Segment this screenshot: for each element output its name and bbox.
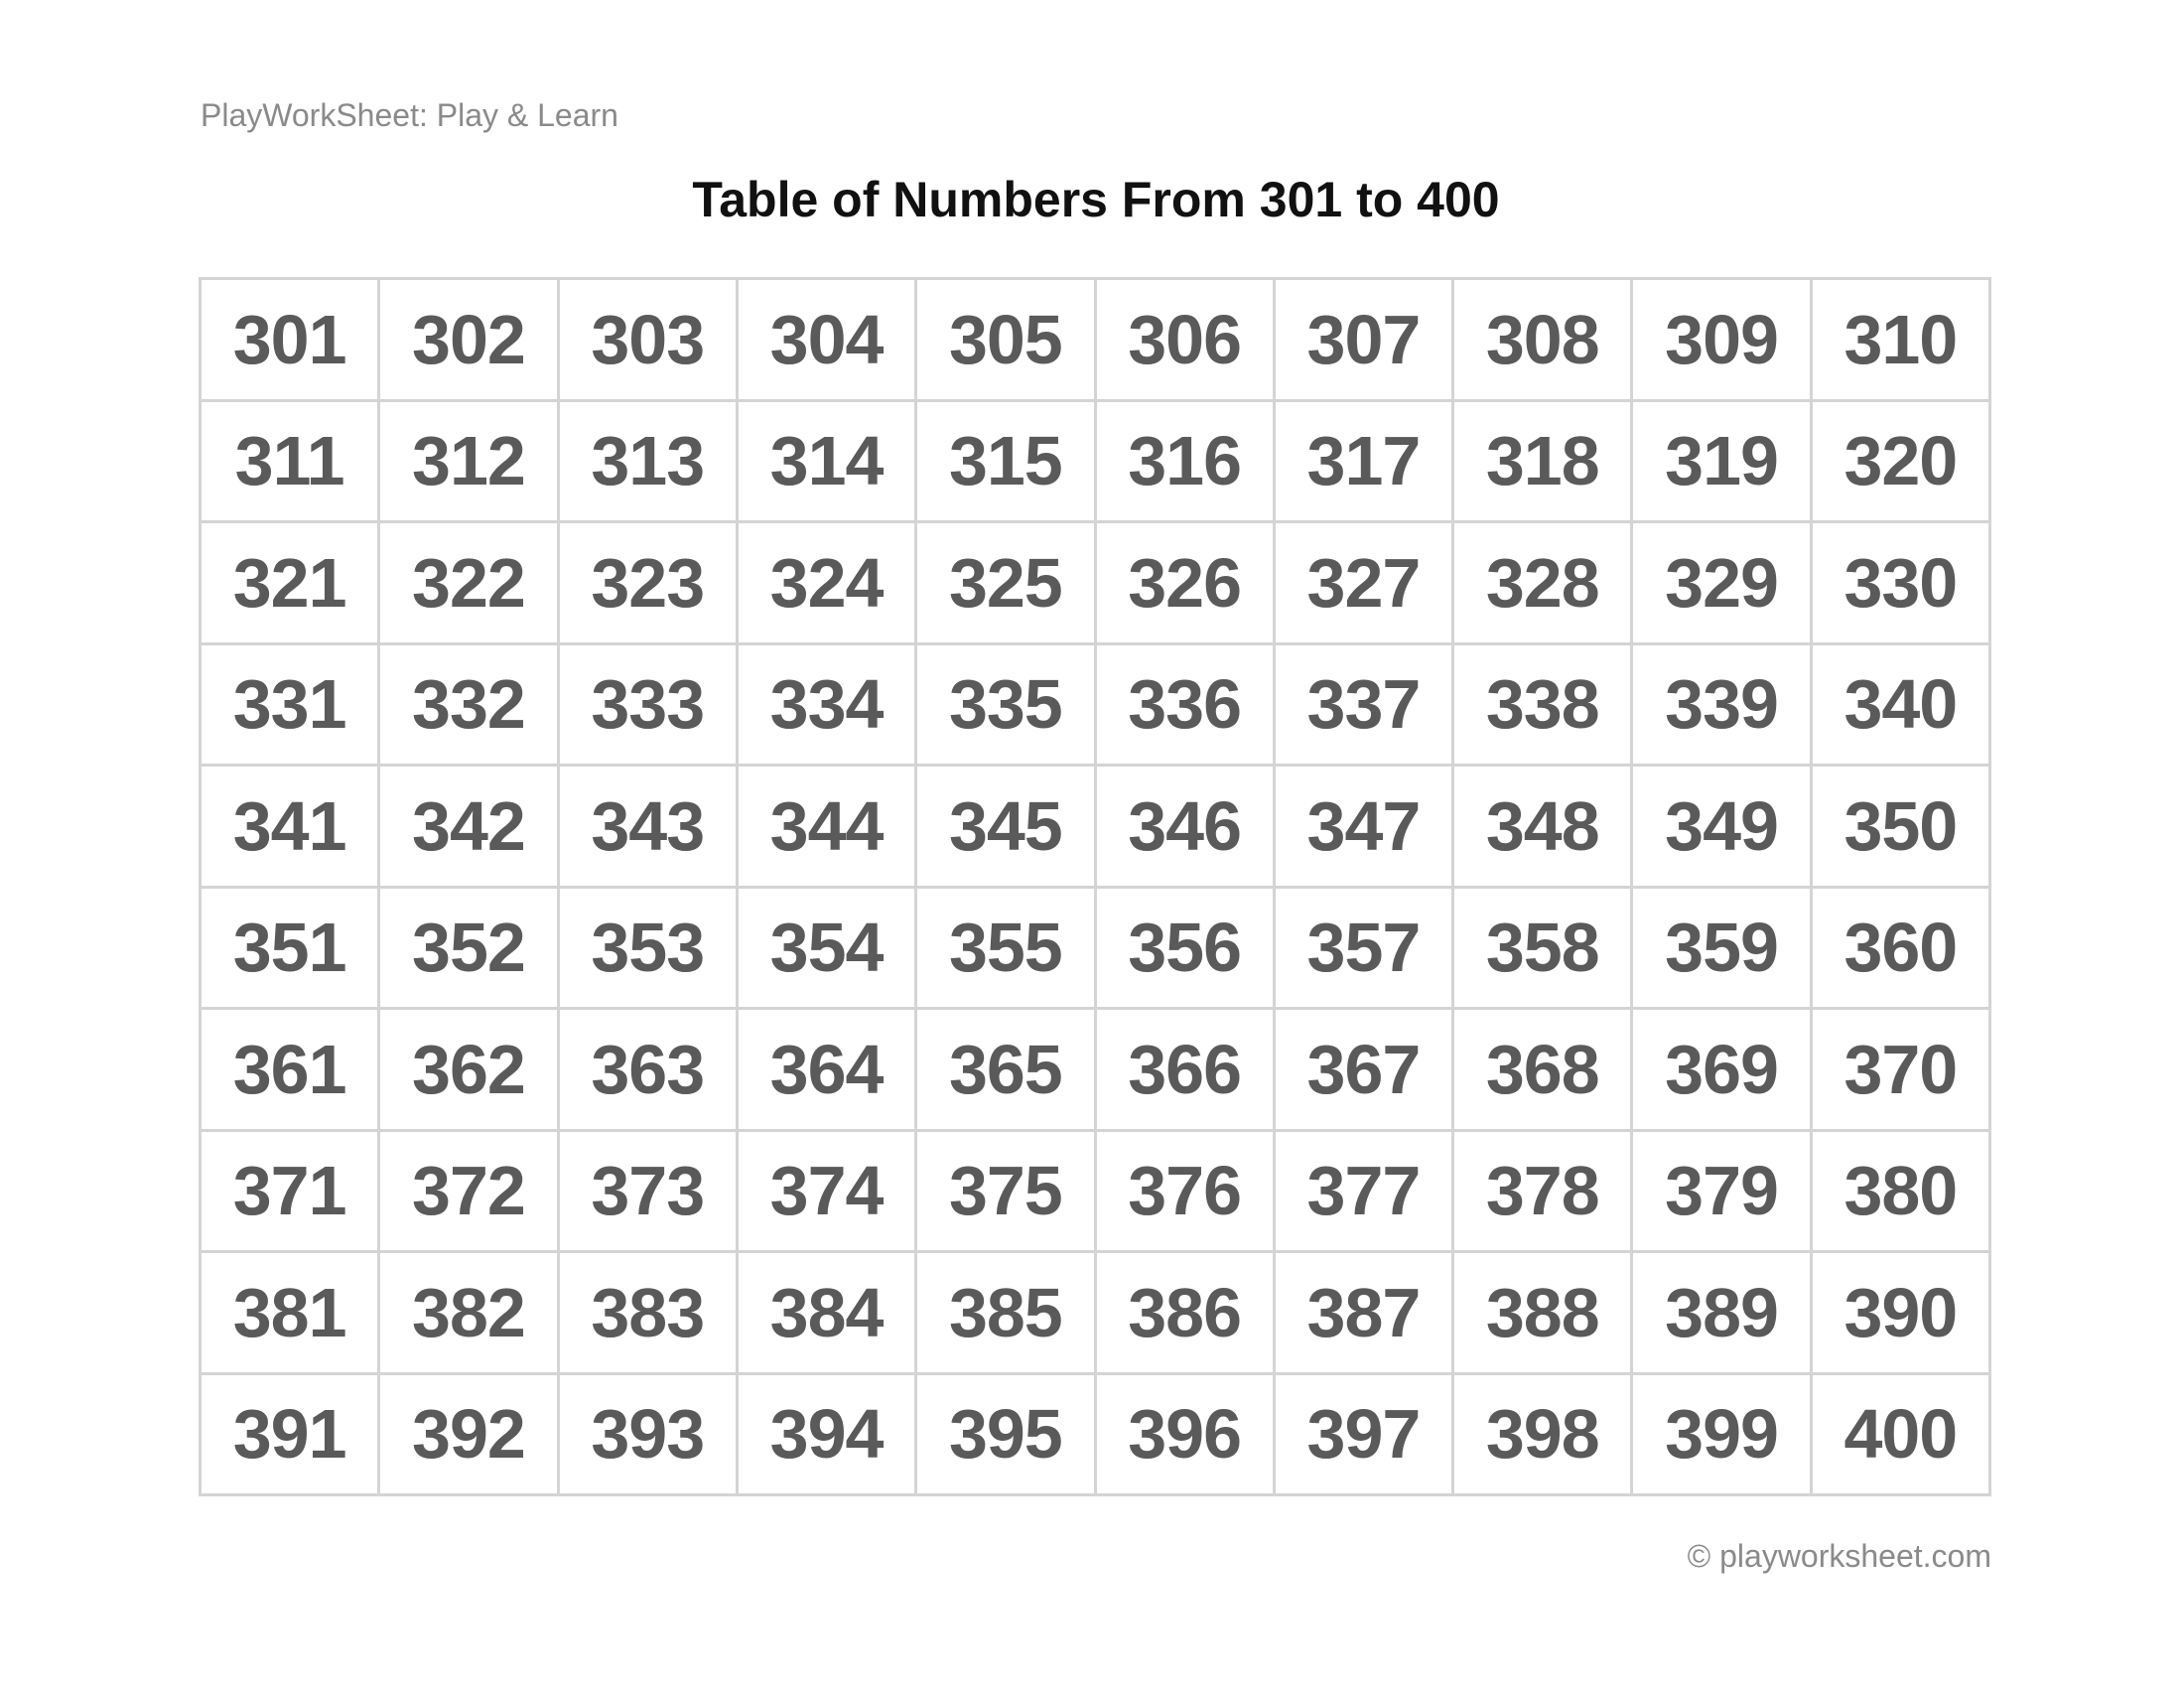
table-cell: 329 (1633, 523, 1812, 645)
table-cell: 335 (917, 645, 1096, 768)
table-cell: 301 (202, 280, 380, 402)
table-cell: 320 (1813, 402, 1991, 524)
table-cell: 395 (917, 1375, 1096, 1497)
copyright-label: © playworksheet.com (1687, 1538, 1991, 1574)
table-cell: 317 (1276, 402, 1454, 524)
table-cell: 308 (1454, 280, 1633, 402)
table-cell: 353 (560, 889, 739, 1011)
table-cell: 307 (1276, 280, 1454, 402)
table-cell: 350 (1813, 767, 1991, 889)
brand-label: PlayWorkSheet: Play & Learn (201, 97, 618, 133)
table-cell: 319 (1633, 402, 1812, 524)
table-cell: 396 (1097, 1375, 1276, 1497)
number-table (199, 277, 1991, 1496)
table-cell: 379 (1633, 1132, 1812, 1254)
table-cell: 384 (739, 1253, 917, 1375)
table-cell: 392 (380, 1375, 559, 1497)
table-cell: 339 (1633, 645, 1812, 768)
table-cell: 327 (1276, 523, 1454, 645)
table-cell: 355 (917, 889, 1096, 1011)
table-cell: 368 (1454, 1010, 1633, 1132)
table-cell: 326 (1097, 523, 1276, 645)
table-cell: 356 (1097, 889, 1276, 1011)
table-cell: 323 (560, 523, 739, 645)
table-cell: 334 (739, 645, 917, 768)
table-cell: 381 (202, 1253, 380, 1375)
table-cell: 318 (1454, 402, 1633, 524)
table-cell: 400 (1813, 1375, 1991, 1497)
table-cell: 383 (560, 1253, 739, 1375)
table-cell: 348 (1454, 767, 1633, 889)
table-cell: 325 (917, 523, 1096, 645)
table-cell: 371 (202, 1132, 380, 1254)
table-cell: 349 (1633, 767, 1812, 889)
table-cell: 361 (202, 1010, 380, 1132)
table-cell: 364 (739, 1010, 917, 1132)
table-cell: 366 (1097, 1010, 1276, 1132)
table-cell: 344 (739, 767, 917, 889)
table-cell: 391 (202, 1375, 380, 1497)
table-cell: 370 (1813, 1010, 1991, 1132)
table-cell: 336 (1097, 645, 1276, 768)
table-cell: 387 (1276, 1253, 1454, 1375)
table-cell: 359 (1633, 889, 1812, 1011)
table-cell: 351 (202, 889, 380, 1011)
table-cell: 316 (1097, 402, 1276, 524)
table-cell: 380 (1813, 1132, 1991, 1254)
table-cell: 322 (380, 523, 559, 645)
table-cell: 328 (1454, 523, 1633, 645)
table-cell: 386 (1097, 1253, 1276, 1375)
table-cell: 315 (917, 402, 1096, 524)
table-cell: 377 (1276, 1132, 1454, 1254)
table-cell: 352 (380, 889, 559, 1011)
table-cell: 330 (1813, 523, 1991, 645)
table-cell: 363 (560, 1010, 739, 1132)
table-cell: 337 (1276, 645, 1454, 768)
table-cell: 374 (739, 1132, 917, 1254)
table-cell: 311 (202, 402, 380, 524)
page-title: Table of Numbers From 301 to 400 (692, 172, 1500, 227)
table-cell: 341 (202, 767, 380, 889)
table-cell: 313 (560, 402, 739, 524)
table-cell: 338 (1454, 645, 1633, 768)
table-cell: 321 (202, 523, 380, 645)
table-cell: 375 (917, 1132, 1096, 1254)
table-cell: 305 (917, 280, 1096, 402)
table-cell: 389 (1633, 1253, 1812, 1375)
table-cell: 393 (560, 1375, 739, 1497)
table-cell: 358 (1454, 889, 1633, 1011)
table-cell: 306 (1097, 280, 1276, 402)
table-cell: 398 (1454, 1375, 1633, 1497)
table-cell: 302 (380, 280, 559, 402)
table-cell: 378 (1454, 1132, 1633, 1254)
table-cell: 365 (917, 1010, 1096, 1132)
table-cell: 373 (560, 1132, 739, 1254)
table-cell: 333 (560, 645, 739, 768)
table-cell: 357 (1276, 889, 1454, 1011)
table-cell: 304 (739, 280, 917, 402)
table-cell: 367 (1276, 1010, 1454, 1132)
table-cell: 362 (380, 1010, 559, 1132)
table-cell: 399 (1633, 1375, 1812, 1497)
table-cell: 342 (380, 767, 559, 889)
table-cell: 354 (739, 889, 917, 1011)
table-cell: 340 (1813, 645, 1991, 768)
table-cell: 397 (1276, 1375, 1454, 1497)
table-cell: 310 (1813, 280, 1991, 402)
table-cell: 390 (1813, 1253, 1991, 1375)
table-cell: 324 (739, 523, 917, 645)
table-cell: 314 (739, 402, 917, 524)
table-cell: 332 (380, 645, 559, 768)
table-cell: 346 (1097, 767, 1276, 889)
table-cell: 303 (560, 280, 739, 402)
table-cell: 382 (380, 1253, 559, 1375)
table-cell: 360 (1813, 889, 1991, 1011)
table-cell: 388 (1454, 1253, 1633, 1375)
table-cell: 331 (202, 645, 380, 768)
table-cell: 376 (1097, 1132, 1276, 1254)
table-cell: 312 (380, 402, 559, 524)
table-cell: 369 (1633, 1010, 1812, 1132)
table-cell: 385 (917, 1253, 1096, 1375)
table-cell: 345 (917, 767, 1096, 889)
table-cell: 347 (1276, 767, 1454, 889)
table-cell: 309 (1633, 280, 1812, 402)
table-cell: 372 (380, 1132, 559, 1254)
table-cell: 343 (560, 767, 739, 889)
table-cell: 394 (739, 1375, 917, 1497)
